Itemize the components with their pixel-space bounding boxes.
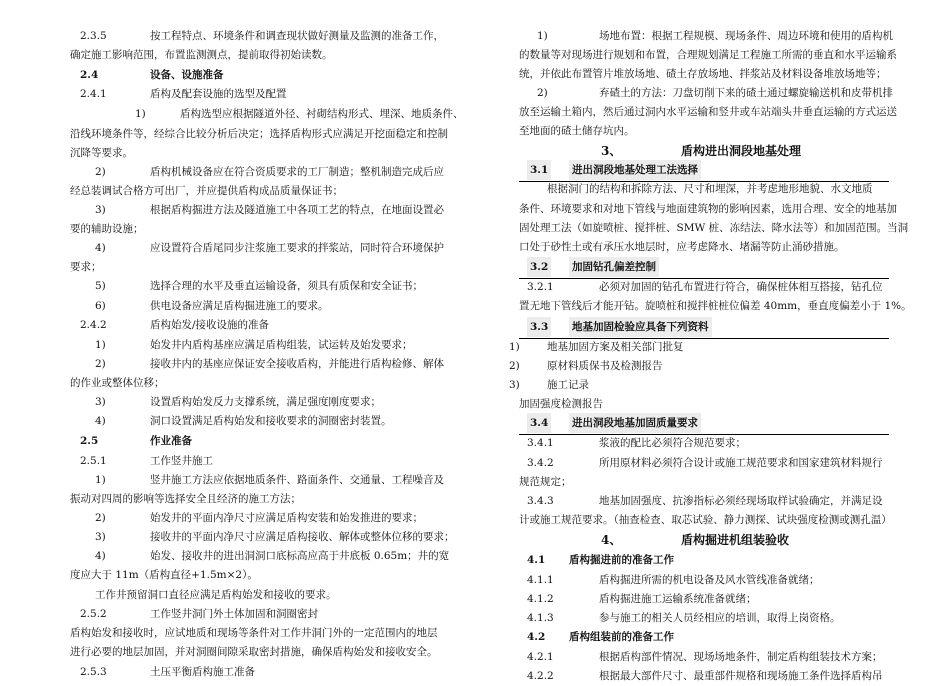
text-line — [70, 431, 470, 451]
clause-number: 2.4 — [80, 69, 99, 81]
clause-text: 参与施工的相关人员经相应的培训，取得上岗资格。 — [599, 612, 841, 624]
text-line — [519, 277, 887, 297]
text-line — [509, 356, 887, 376]
text-line — [70, 124, 470, 144]
clause-text: 的作业或整体位移； — [70, 377, 165, 389]
text-line — [519, 550, 887, 570]
clause-number: 1) — [135, 108, 146, 120]
clause-text: 始发井内盾构基座应满足盾构组装，试运转及始发要求； — [150, 339, 413, 351]
clause-text: 统，并依此布置管片堆放场地、碴土存放场地、拌浆站及材料设备堆放场地等； — [519, 68, 887, 80]
clause-text: 固处理工法（如旋喷桩、搅拌桩、SMW 桩、冻结法、降水法等）和加固范围。当洞 — [519, 222, 909, 234]
clause-number: 4.2 — [527, 631, 546, 643]
clause-number: 1) — [537, 30, 548, 42]
clause-number: 6) — [95, 300, 106, 312]
text-line — [519, 394, 887, 414]
clause-text: 根据洞门的结构和拆除方法、尺寸和埋深，并考虑地形地貌、水文地质 — [547, 183, 873, 195]
text-line — [519, 121, 887, 141]
text-line — [519, 45, 897, 65]
text-line — [519, 589, 887, 609]
clause-text: 盾构选型应根据隧道外径、衬砌结构形式、埋深、地质条件、 — [180, 108, 464, 120]
clause-text: 盾构始发/接收设施的准备 — [150, 319, 270, 331]
clause-number: 4.2.1 — [527, 651, 554, 663]
clause-text: 始发、接收井的进出洞洞口底标高应高于井底板 0.65m；井的宽 — [150, 550, 450, 562]
clause-text: 根据最大部件尺寸、最重部件规格和现场施工条件选择盾构吊 — [599, 670, 883, 682]
text-line — [70, 508, 470, 528]
clause-text: 工作竖井洞门外土体加固和洞圈密封 — [150, 608, 318, 620]
clause-text: 的数量等对现场进行规划和布置，合理规划满足工程施工所需的垂直和水平运输系 — [519, 49, 897, 61]
clause-text: 根据盾构掘进方法及隧道施工中各项工艺的特点，在地面设置必 — [150, 204, 444, 216]
text-line — [519, 608, 887, 628]
text-line — [70, 200, 470, 220]
clause-text: 地基加固方案及相关部门批复 — [547, 341, 684, 353]
text-line — [519, 317, 887, 337]
clause-number: 4) — [95, 242, 106, 254]
clause-number: 1) — [95, 474, 106, 486]
clause-text: 设备、设施准备 — [150, 69, 224, 81]
clause-number: 4.2.2 — [527, 670, 554, 682]
text-line — [519, 179, 887, 199]
text-line — [519, 627, 887, 647]
clause-number: 2.4.2 — [80, 319, 107, 331]
underline-rule — [519, 278, 889, 279]
text-line — [70, 276, 470, 296]
clause-number: 2) — [95, 166, 106, 178]
clause-text: 振动对四周的影响等选择安全且经济的施工方法； — [70, 493, 301, 505]
clause-text: 盾构始发和接收时，应试地质和现场等条件对工作井洞门外的一定范围内的地层 — [70, 627, 438, 639]
text-line — [519, 413, 887, 433]
text-line — [70, 451, 470, 471]
clause-text: 地基加固强度、抗渗指标必须经现场取样试验确定，并满足设 — [599, 495, 883, 507]
clause-number: 2) — [537, 87, 548, 99]
clause-number: 3.4 — [527, 413, 551, 433]
clause-number: 1) — [95, 339, 106, 351]
clause-number: 5) — [95, 280, 106, 292]
clause-number: 3.3 — [527, 317, 551, 337]
text-line — [519, 83, 893, 103]
text-line — [70, 162, 470, 182]
text-line — [70, 470, 470, 490]
clause-number: 3.1 — [527, 160, 551, 180]
clause-text: 经总装调试合格方可出厂，并应提供盾构成品质量保证书； — [70, 185, 343, 197]
text-line — [519, 199, 897, 219]
text-line — [70, 662, 470, 682]
clause-text: 原材料质保书及检测报告 — [547, 360, 663, 372]
clause-number: 2.3.5 — [80, 30, 107, 42]
clause-number: 3.4.3 — [527, 495, 554, 507]
clause-text: 作业准备 — [150, 435, 192, 447]
clause-text: 洞口设置满足盾构始发和接收要求的洞圈密封装置。 — [150, 415, 392, 427]
text-line — [70, 411, 470, 431]
text-line — [519, 160, 887, 180]
text-line — [70, 354, 470, 374]
clause-text: 所用原材料必须符合设计或施工规范要求和国家建筑材料规行 — [599, 457, 883, 469]
text-line — [519, 666, 887, 686]
clause-text: 供电设备应满足盾构掘进施工的要求。 — [150, 300, 329, 312]
text-line — [70, 604, 470, 624]
clause-text: 盾构掘进机组装验收 — [681, 533, 790, 547]
text-line — [519, 237, 887, 257]
clause-text: 选择合理的水平及垂直运输设备，须具有质保和安全证书； — [150, 280, 423, 292]
clause-text: 按工程特点、环境条件和调查现状做好测量及监测的准备工作， — [150, 30, 444, 42]
clause-text: 要求； — [70, 261, 102, 273]
clause-number: 3.4.1 — [527, 437, 554, 449]
text-line — [70, 104, 470, 124]
clause-text: 口处于砂性土或有承压水地层时，应考虑降水、堵漏等防止涌砂措施。 — [519, 241, 845, 253]
clause-text: 设置盾构始发反力支撑系统，满足强度刚度要求； — [150, 396, 381, 408]
text-line — [519, 472, 887, 492]
clause-number: 3) — [509, 379, 520, 391]
clause-number: 4、 — [601, 533, 622, 547]
underline-rule — [519, 338, 889, 339]
text-line — [519, 491, 887, 511]
clause-text: 弃碴土的方法：刀盘切削下来的碴土通过螺旋输送机和皮带机排 — [599, 87, 893, 99]
text-line — [70, 546, 470, 566]
clause-text: 盾构机械设备应在符合资质要求的工厂制造；整机制造完成后应 — [150, 166, 444, 178]
clause-text: 盾构组装前的准备工作 — [569, 631, 674, 643]
text-line — [70, 642, 470, 662]
clause-number: 3) — [95, 204, 106, 216]
clause-text: 放至运输土箱内，然后通过洞内水平运输和竖井或车站端头井垂直运输的方式运送 — [519, 106, 897, 118]
text-line — [70, 585, 470, 605]
clause-text: 进出洞段地基处理工法选择 — [569, 160, 701, 180]
clause-text: 盾构及配套设施的选型及配置 — [150, 88, 287, 100]
clause-text: 计或施工规范要求。（抽查检查、取芯试验、静力测探、试块强度检测或测孔温） — [519, 514, 892, 526]
text-line — [70, 296, 470, 316]
clause-text: 土压平衡盾构施工准备 — [150, 666, 255, 678]
text-line — [70, 373, 470, 393]
clause-text: 盾构掘进所需的机电设备及风水管线准备就绪； — [599, 574, 820, 586]
clause-text: 至地面的碴土储存坑内。 — [519, 125, 635, 137]
clause-text: 工作井预留洞口直径应满足盾构始发和接收的要求。 — [95, 589, 337, 601]
text-line — [70, 315, 470, 335]
clause-text: 必须对加固的钻孔布置进行符合，确保桩体相互搭接，钻孔位 — [599, 281, 883, 293]
clause-text: 度应大于 11m（盾构直径+1.5m×2）。 — [70, 569, 258, 581]
clause-text: 竖井施工方法应依据地质条件、路面条件、交通量、工程噪音及 — [150, 474, 444, 486]
clause-number: 4.1.1 — [527, 574, 554, 586]
text-line — [70, 565, 470, 585]
text-line — [70, 26, 470, 46]
text-line — [519, 64, 887, 84]
text-line — [519, 218, 909, 238]
clause-number: 3.4.2 — [527, 457, 554, 469]
text-line — [70, 257, 470, 277]
clause-number: 4.1.3 — [527, 612, 554, 624]
text-line — [519, 26, 893, 46]
clause-text: 工作竖井施工 — [150, 455, 213, 467]
clause-text: 进出洞段地基加固质量要求 — [569, 413, 701, 433]
text-line — [509, 375, 887, 395]
clause-text: 场地布置：根据工程规模、现场条件、周边环境和使用的盾构机 — [599, 30, 893, 42]
clause-text: 接收井内的基座应保证安全接收盾构，并能进行盾构检修、解体 — [150, 358, 444, 370]
clause-number: 3) — [95, 396, 106, 408]
text-line — [70, 219, 470, 239]
text-line — [70, 623, 470, 643]
clause-text: 地基加固检验应具备下列资料 — [569, 317, 712, 337]
text-line — [519, 433, 887, 453]
text-line — [70, 238, 470, 258]
clause-text: 应设置符合盾尾同步注浆施工要求的拌浆站，同时符合环境保护 — [150, 242, 444, 254]
clause-text: 条件、环境要求和对地下管线与地面建筑物的影响因素，选用合理、安全的地基加 — [519, 203, 897, 215]
clause-text: 沿线环境条件等，经综合比较分析后决定；选择盾构形式应满足开挖面稳定和控制 — [70, 128, 448, 140]
clause-number: 3) — [95, 531, 106, 543]
clause-text: 置无地下管线后才能开钻。旋喷桩和搅拌桩桩位偏差 40mm，垂直度偏差小于 1%。 — [519, 300, 912, 312]
clause-text: 加固强度检测报告 — [519, 398, 603, 410]
clause-text: 盾构掘进前的准备工作 — [569, 554, 674, 566]
clause-text: 要的辅助设施； — [70, 223, 144, 235]
clause-number: 4) — [95, 550, 106, 562]
clause-number: 4.1 — [527, 554, 546, 566]
text-line — [70, 392, 470, 412]
clause-number: 3、 — [601, 144, 622, 158]
clause-number: 1) — [509, 341, 520, 353]
text-line — [70, 65, 470, 85]
underline-rule — [519, 181, 889, 182]
clause-text: 始发井的平面内净尺寸应满足盾构安装和始发推进的要求； — [150, 512, 423, 524]
text-line — [519, 570, 887, 590]
clause-number: 2.5.3 — [80, 666, 107, 678]
clause-number: 3.2 — [527, 257, 551, 277]
clause-number: 2.5.2 — [80, 608, 107, 620]
clause-number: 4) — [95, 415, 106, 427]
text-line — [70, 527, 470, 547]
clause-number: 2) — [95, 358, 106, 370]
clause-text: 盾构进出洞段地基处理 — [681, 144, 802, 158]
text-line — [70, 84, 470, 104]
text-line — [519, 102, 897, 122]
clause-number: 4.1.2 — [527, 593, 554, 605]
clause-text: 盾构掘进施工运输系统准备就绪； — [599, 593, 757, 605]
clause-text: 浆液的配比必须符合规范要求； — [599, 437, 746, 449]
clause-text: 接收井的平面内净尺寸应满足盾构接收、解体或整体位移的要求； — [150, 531, 455, 543]
clause-number: 2.4.1 — [80, 88, 107, 100]
clause-text: 规范规定； — [519, 476, 572, 488]
text-line — [70, 181, 470, 201]
clause-text: 施工记录 — [547, 379, 589, 391]
text-line — [70, 45, 470, 65]
text-line — [519, 141, 887, 161]
clause-text: 沉降等要求。 — [70, 147, 133, 159]
clause-text: 加固钻孔偏差控制 — [569, 257, 659, 277]
clause-number: 2) — [509, 360, 520, 372]
text-line — [70, 489, 470, 509]
clause-text: 确定施工影响范围，布置监测测点，提前取得初始读数。 — [70, 49, 333, 61]
clause-number: 3.2.1 — [527, 281, 554, 293]
text-line — [519, 453, 887, 473]
clause-number: 2.5 — [80, 435, 99, 447]
clause-number: 2) — [95, 512, 106, 524]
text-line — [70, 335, 470, 355]
clause-text: 进行必要的地层加固，并对洞圈间隙采取密封措施，确保盾构始发和接收安全。 — [70, 646, 438, 658]
text-line — [519, 510, 892, 530]
text-line — [70, 143, 470, 163]
clause-number: 2.5.1 — [80, 455, 107, 467]
text-line — [509, 337, 887, 357]
text-line — [519, 296, 912, 316]
text-line — [519, 647, 887, 667]
text-line — [519, 257, 887, 277]
underline-rule — [519, 434, 889, 435]
clause-text: 根据盾构部件情况、现场场地条件，制定盾构组装技术方案； — [599, 651, 883, 663]
text-line — [519, 530, 887, 550]
